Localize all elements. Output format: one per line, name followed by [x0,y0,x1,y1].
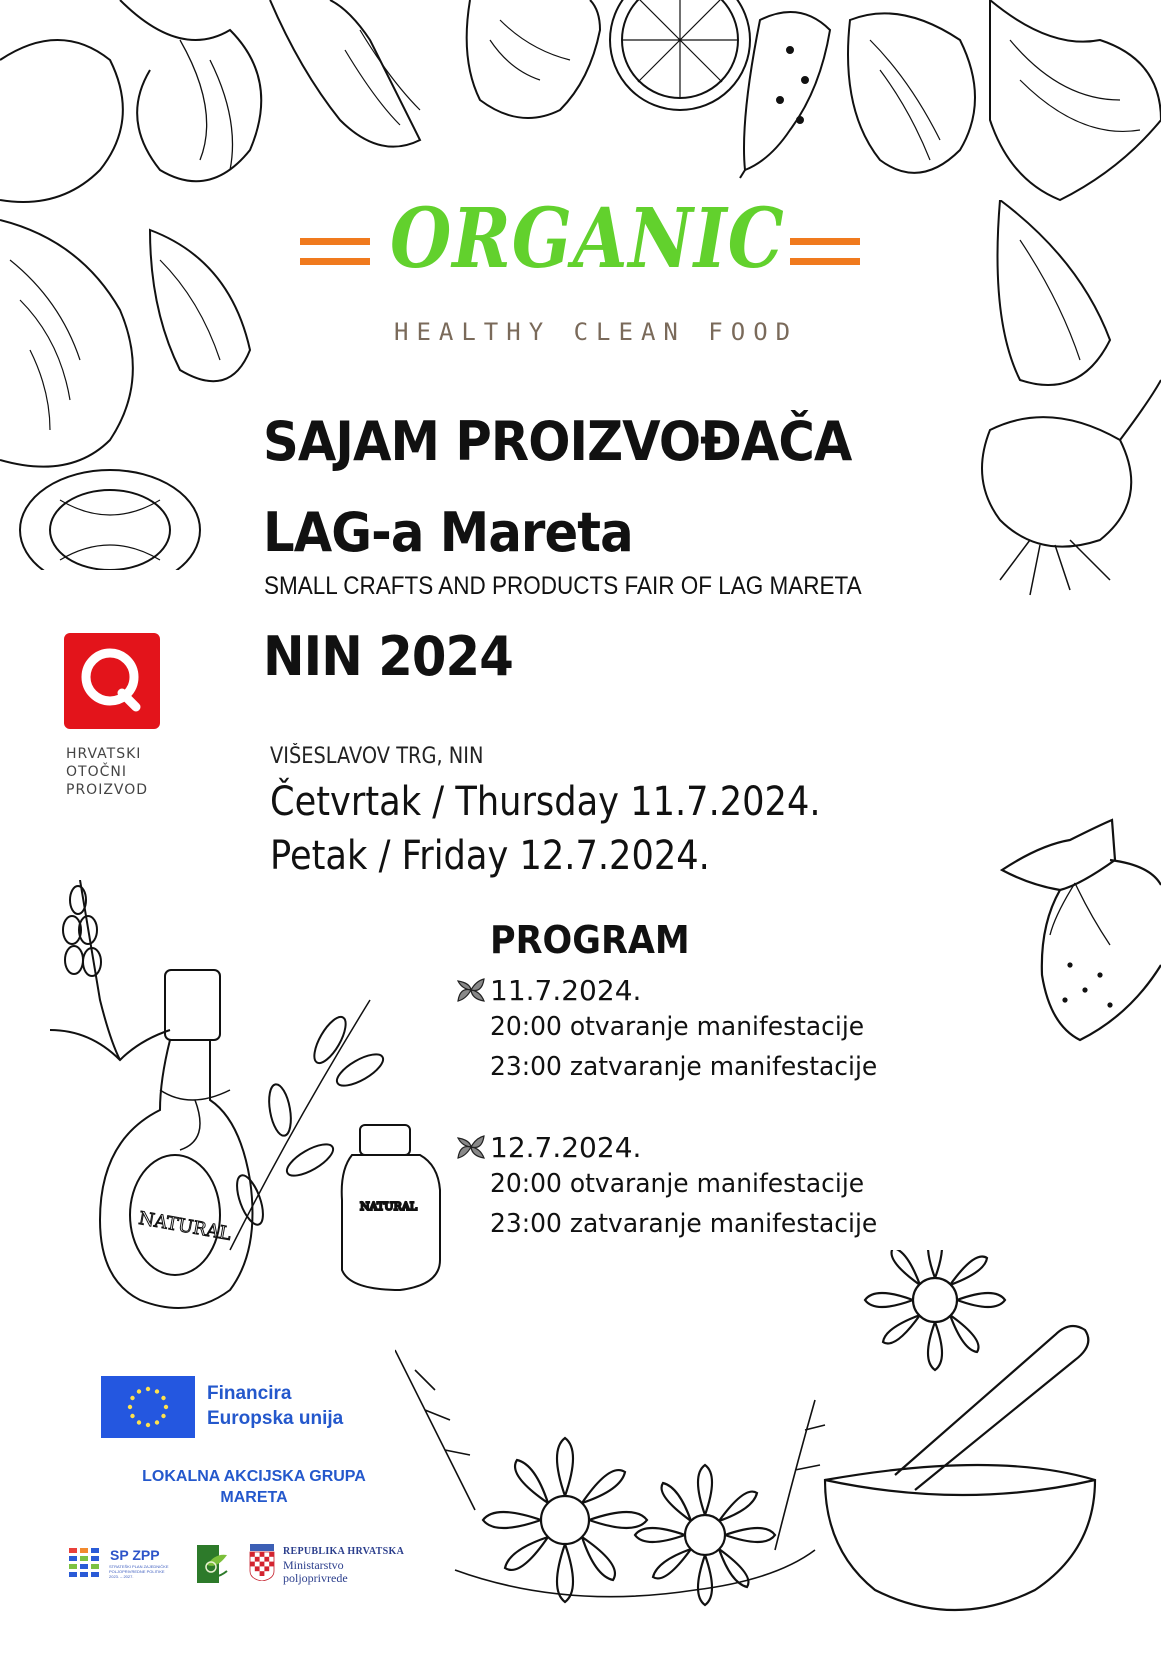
island-product-label-1: HRVATSKI [66,746,142,762]
eu-stars-icon [101,1376,195,1438]
leafy-vegetables-illustration-left [0,200,270,570]
eu-funding-line-2: Europska unija [207,1408,344,1429]
leader-logo [197,1545,233,1583]
island-product-label-2: OTOČNI [66,764,127,780]
svg-text:NATURAL: NATURAL [360,1200,418,1213]
q-letter-icon [64,633,160,729]
venue: VIŠESLAVOV TRG, NIN [270,744,484,769]
heading-subtitle: SMALL CRAFTS AND PRODUCTS FAIR OF LAG MARETA [264,572,862,600]
orange-bar-left-bottom [300,258,370,265]
svg-text:NATURAL: NATURAL [137,1207,233,1245]
brand-title: ORGANIC [390,191,785,287]
lag-name-line-1: LOKALNA AKCIJSKA GRUPA [142,1468,366,1485]
root-vegetable-illustration-right [960,200,1161,600]
program-day-2-item-2: 23:00 zatvaranje manifestacije [490,1209,878,1239]
leader-leaf-icon [197,1545,233,1583]
croatia-coat-of-arms-icon [249,1543,275,1581]
lavender-and-bottles-illustration [30,880,450,1320]
sp-zpp-small-label: STRATEŠKI PLAN ZAJEDNIČKE POLJOPRIVREDNE POLITIKE 2023. – 2027. [109,1564,169,1579]
program-day-1-date: 11.7.2024. [490,974,642,1007]
heading-line-2: LAG-a Mareta [263,501,633,564]
ministry-line-3: poljoprivrede [283,1571,348,1585]
sack-illustration [1000,815,1161,1045]
date-thursday: Četvrtak / Thursday 11.7.2024. [270,779,821,825]
island-product-logo [64,633,160,729]
leaf-bullet-icon [456,1134,486,1160]
orange-bar-left-top [300,238,370,245]
program-day-2-item-1: 20:00 otvaranje manifestacije [490,1169,865,1199]
heading-line-3: NIN 2024 [263,625,513,688]
lag-name-line-2: MARETA [220,1489,288,1506]
program-day-2-date: 12.7.2024. [490,1131,642,1164]
island-product-label-3: PROIZVOD [66,782,149,798]
sp-zpp-label: SP ZPP [110,1547,160,1563]
orange-bar-right-bottom [790,258,860,265]
eu-funding-line-1: Financira [207,1383,292,1404]
leaf-bullet-icon [456,977,486,1003]
sp-zpp-logo-icon [68,1546,100,1578]
program-day-1-item-2: 23:00 zatvaranje manifestacije [490,1052,878,1082]
ministry-line-2: Ministarstvo [283,1558,344,1572]
ministry-line-1: REPUBLIKA HRVATSKA [283,1546,405,1557]
heading-line-1: SAJAM PROIZVOĐAČA [263,410,852,473]
date-friday: Petak / Friday 12.7.2024. [270,833,710,879]
program-day-1-item-1: 20:00 otvaranje manifestacije [490,1012,865,1042]
orange-bar-right-top [790,238,860,245]
brand-tagline: HEALTHY CLEAN FOOD [394,318,799,346]
program-title: PROGRAM [490,918,690,962]
flowers-and-mortar-illustration [395,1250,1161,1655]
eu-flag-logo [101,1376,195,1438]
